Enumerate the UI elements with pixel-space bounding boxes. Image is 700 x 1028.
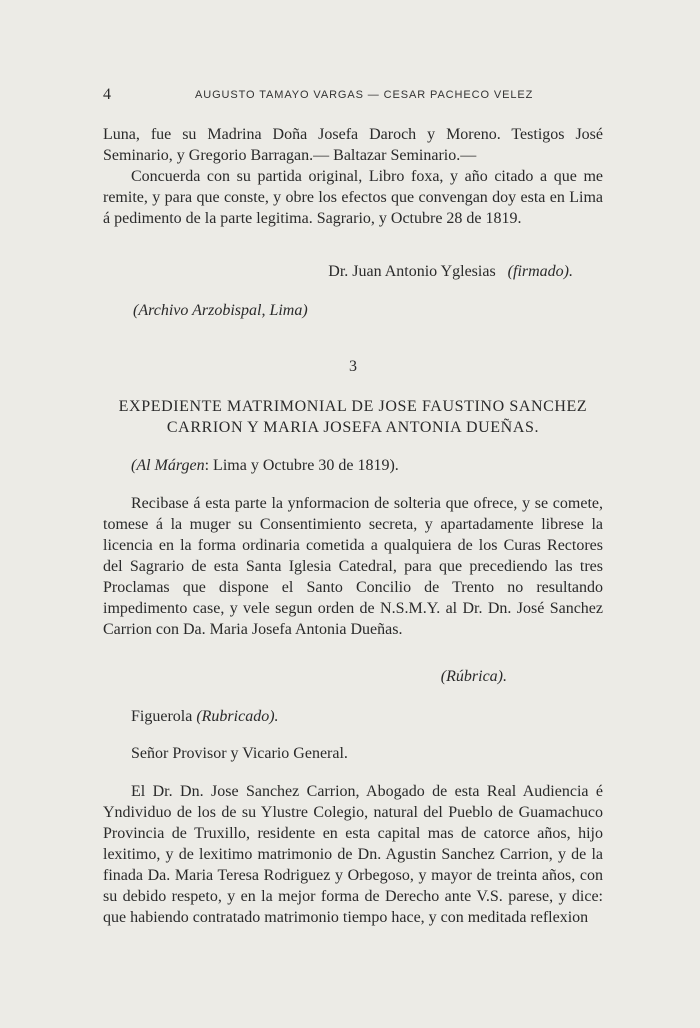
signature-note: (firmado). xyxy=(507,263,573,280)
decree-text xyxy=(103,493,603,640)
paragraph: Concuerda con su partida original, Libro foxa, y año citado a que me remite, y para que conste, y obre los efectos que convengan doy esta en Lima á pedimento de la parte legitima. Sagrario, y Octubre 28 de 1819. xyxy=(103,168,603,227)
signature-name: Dr. Juan Antonio Yglesias xyxy=(328,263,496,280)
page-number: 4 xyxy=(103,86,111,103)
document-title xyxy=(103,396,603,438)
rubrica: (Rúbrica). xyxy=(440,668,507,685)
petition-text xyxy=(103,781,603,928)
signature-line xyxy=(103,261,603,282)
paragraph: Recibase á esta parte la ynformacion de solteria que ofrece, y se comete, tomese á la muger su Consentimiento secreta, y apartadamente librese la licencia en la forma ordinaria cometida a qualquiera de los Curas Rectores del Sagrario de esta Santa Iglesia Catedral, para que precediendo las tres Proclamas que dispone el Santo Concilio de Trento no resultando impedimento case, y vele segun orden de N.S.M.Y. al Dr. Dn. José Sanchez Carrion con Da. Maria Josefa Antonia Dueñas. xyxy=(103,495,603,638)
addressee: Señor Provisor y Vicario General. xyxy=(131,745,348,762)
document-1-text xyxy=(103,124,603,229)
rubrica-line xyxy=(103,666,603,687)
margin-label: (Al Márgen xyxy=(131,457,205,474)
running-title: AUGUSTO TAMAYO VARGAS — CESAR PACHECO VELEZ xyxy=(195,89,534,101)
figuerola-line xyxy=(103,706,603,727)
document-number xyxy=(103,356,603,377)
paragraph: Luna, fue su Madrina Doña Josefa Daroch y Moreno. Testigos José Seminario, y Gregorio Barragan.— Baltazar Seminario.— xyxy=(103,126,603,164)
rubricado-note: (Rubricado). xyxy=(196,708,279,725)
title-line-2: CARRION Y MARIA JOSEFA ANTONIA DUEÑAS. xyxy=(166,419,540,436)
addressee-line xyxy=(103,743,603,764)
title-line-1: EXPEDIENTE MATRIMONIAL DE JOSE FAUSTINO SANCHEZ xyxy=(118,398,588,415)
margin-note xyxy=(103,455,603,476)
figuerola-name: Figuerola xyxy=(131,708,193,725)
running-header xyxy=(103,86,600,106)
archive-source: (Archivo Arzobispal, Lima) xyxy=(133,302,308,319)
margin-text: : Lima y Octubre 30 de 1819). xyxy=(204,457,399,474)
archive-reference xyxy=(103,300,603,321)
section-number: 3 xyxy=(349,358,357,375)
paragraph: El Dr. Dn. Jose Sanchez Carrion, Abogado de esta Real Audiencia é Yndividuo de los de su Ylustre Colegio, natural del Pueblo de Guamachuco Provincia de Truxillo, residente en esta capital mas de catorce años, hijo lexitimo, y de lexitimo matrimonio de Dn. Agustin Sanchez Carrion, y de la finada Da. Maria Teresa Rodriguez y Orbegoso, y mayor de treinta años, con su debido respeto, y en la mejor forma de Derecho ante V.S. parese, y dice: que habiendo contratado matrimonio tiempo hace, y con meditada reflexion xyxy=(103,783,603,926)
